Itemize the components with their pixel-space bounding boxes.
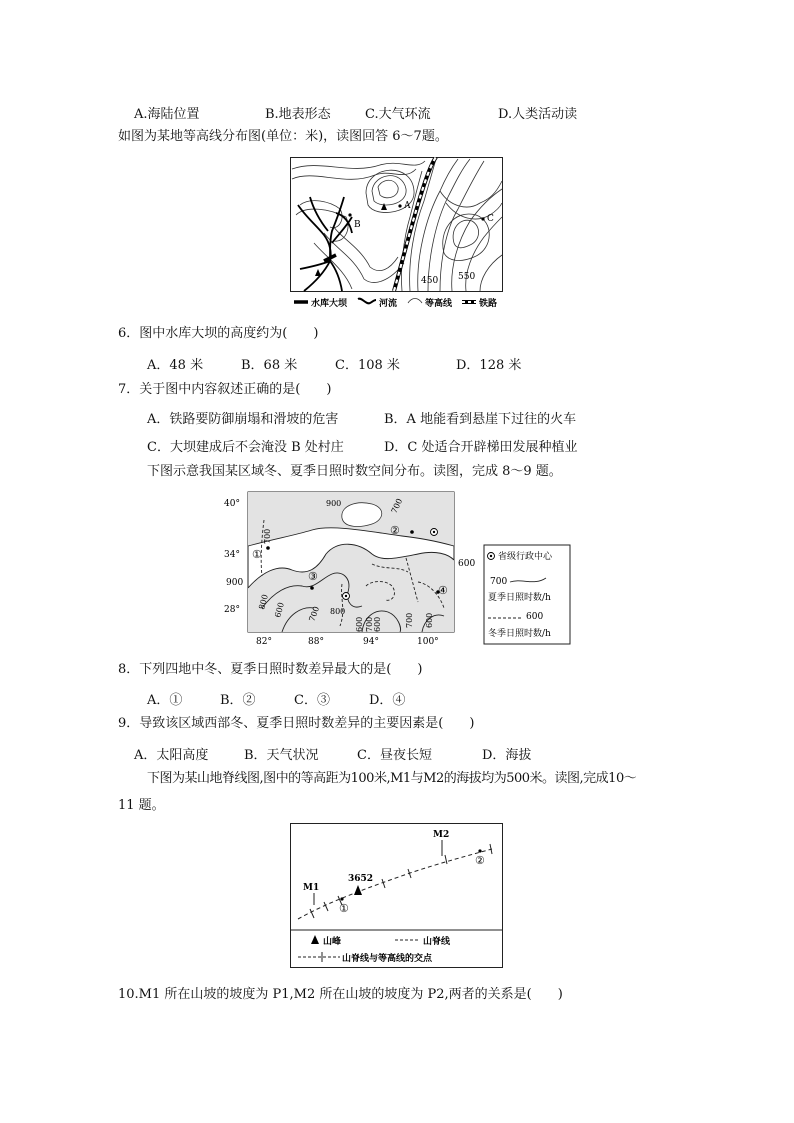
contour-label-450: 450	[421, 276, 439, 286]
q8-stem: 8．下列四地中冬、夏季日照时数差异最大的是( )	[118, 662, 423, 677]
q7-option-c: C．大坝建成后不会淹没 B 处村庄	[147, 440, 344, 455]
contour-map-figure	[290, 157, 504, 316]
q6-option-d: D．128 米	[456, 358, 522, 373]
point-1: ①	[252, 548, 262, 561]
q8-option-c: C．③	[294, 693, 330, 708]
q9-option-b: B．天气状况	[244, 748, 319, 763]
lon-label-94: 94°	[363, 637, 379, 647]
q5-option-d: D.人类活动读	[498, 107, 578, 122]
legend-peak: 山峰	[323, 937, 342, 947]
q6-option-b: B．68 米	[241, 358, 298, 373]
label-c: C	[487, 214, 494, 224]
q5-option-c: C.大气环流	[365, 107, 431, 122]
legend-dam: 水库大坝	[311, 299, 348, 309]
legend-river: 河流	[379, 299, 398, 309]
lat-label-40: 40°	[224, 499, 240, 509]
q8-option-b: B．②	[220, 693, 256, 708]
q6-stem: 6．图中水库大坝的高度约为( )	[118, 326, 319, 341]
q7-stem: 7．关于图中内容叙述正确的是( )	[118, 382, 332, 397]
legend-ridge: 山脊线	[423, 937, 451, 947]
intro-8-9: 下图示意我国某区域冬、夏季日照时数空间分布。读图，完成 8～9 题。	[147, 464, 562, 479]
legend-contour: 等高线	[425, 299, 453, 309]
contour-label: 600	[355, 616, 364, 632]
contour-label: 700	[365, 616, 374, 632]
contour-label: 600	[373, 616, 382, 632]
q6-option-a: A．48 米	[147, 358, 204, 373]
label-m2: M2	[433, 830, 450, 840]
q6-option-c: C．108 米	[335, 358, 400, 373]
contour-label: 900	[326, 499, 342, 508]
contour-label: 800	[330, 607, 346, 616]
contour-label: 700	[263, 528, 272, 544]
q8-option-a: A．①	[147, 693, 183, 708]
contour-label: 800	[257, 593, 270, 611]
lon-label-100: 100°	[417, 637, 439, 647]
q10-stem: 10.M1 所在山坡的坡度为 P1,M2 所在山坡的坡度为 P2,两者的关系是( )	[118, 987, 563, 1002]
legend-capital: 省级行政中心	[498, 552, 553, 562]
lon-label-82: 82°	[256, 637, 272, 647]
q7-option-d: D．C 处适合开辟梯田发展种植业	[384, 440, 578, 455]
legend-railway: 铁路	[479, 299, 498, 309]
lat-label-34: 34°	[224, 550, 240, 560]
sunshine-map-figure	[222, 488, 572, 652]
q7-option-a: A．铁路要防御崩塌和滑坡的危害	[147, 412, 339, 427]
point-1: ①	[339, 902, 349, 915]
legend-summer-value: 700	[490, 577, 508, 587]
q9-stem: 9．导致该区域西部冬、夏季日照时数差异的主要因素是( )	[118, 716, 475, 731]
q9-option-a: A．太阳高度	[134, 748, 209, 763]
q9-option-c: C．昼夜长短	[357, 748, 432, 763]
q9-option-d: D．海拔	[482, 748, 532, 763]
point-3: ③	[308, 570, 318, 583]
point-2: ②	[475, 854, 485, 867]
contour-label: 600	[458, 559, 476, 569]
ridge-line-figure	[290, 823, 504, 973]
legend-winter-value: 600	[526, 612, 544, 622]
lat-label-28: 28°	[224, 605, 240, 615]
contour-label-550: 550	[458, 272, 476, 282]
intro-10-11-line2: 11 题。	[118, 798, 165, 813]
contour-label: 700	[389, 497, 405, 515]
q5-option-a: A.海陆位置	[134, 107, 200, 122]
contour-label: 900	[226, 578, 244, 588]
intro-10-11-line1: 下图为某山地脊线图,图中的等高距为100米,M1与M2的海拔均为500米。读图,完成10～	[147, 771, 637, 786]
point-2: ②	[390, 524, 400, 537]
lon-label-88: 88°	[308, 637, 324, 647]
q5-option-b: B.地表形态	[265, 107, 331, 122]
q7-option-b: B．A 地能看到悬崖下过往的火车	[384, 412, 577, 427]
label-b: B	[354, 220, 361, 230]
label-m1: M1	[303, 883, 320, 893]
peak-elevation: 3652	[348, 874, 374, 884]
legend-winter: 冬季日照时数/h	[488, 629, 551, 639]
point-4: ④	[438, 584, 448, 597]
contour-label: 600	[273, 601, 286, 619]
legend-crossing: 山脊线与等高线的交点	[342, 954, 433, 964]
legend-summer: 夏季日照时数/h	[488, 593, 551, 603]
contour-label: 700	[307, 605, 322, 623]
q8-option-d: D．④	[369, 693, 406, 708]
contour-label: 600	[425, 612, 434, 628]
contour-label: 700	[405, 612, 414, 628]
intro-6-7: 如图为某地等高线分布图(单位：米)，读图回答 6～7题。	[118, 129, 448, 144]
label-a: A	[404, 201, 411, 211]
